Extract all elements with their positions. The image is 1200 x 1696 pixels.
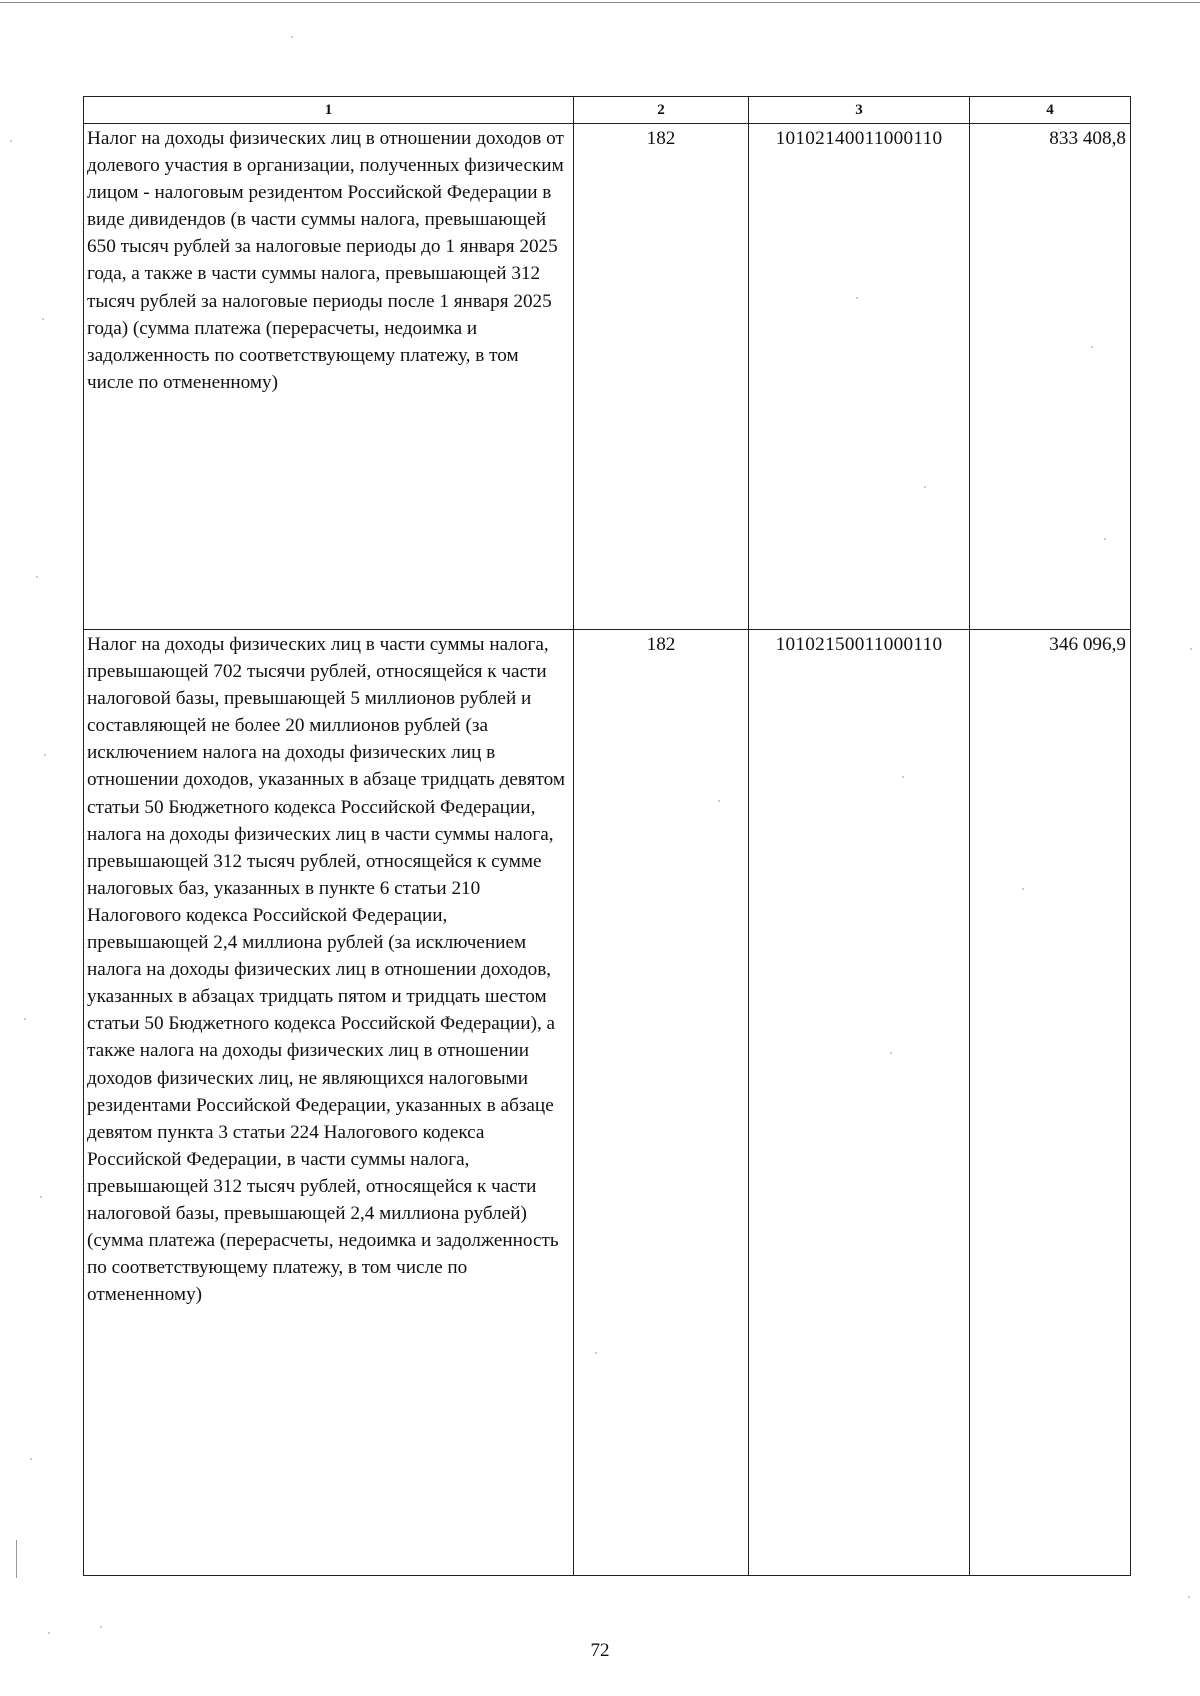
scan-speck bbox=[48, 1632, 50, 1634]
scan-speck bbox=[1190, 648, 1192, 650]
table-row bbox=[84, 630, 1131, 1576]
kbk-code-cell: 10102140011000110 bbox=[749, 124, 970, 630]
revenue-name-cell: Налог на доходы физических лиц в части суммы налога, превышающей 702 тысячи рублей, относящейся к части налоговой базы, превышающей 5 миллионов рублей и составляющей не более 20 миллионов рублей (за исключением налога на доходы физических лиц в отношении доходов, указанных в абзаце тридцать девятом статьи 50 Бюджетного кодекса Российской Федерации, налога на доходы физических лиц в части суммы налога, превышающей 312 тысяч рублей, относящейся к сумме налоговых баз, указанных в пункте 6 статьи 210 Налогового кодекса Российской Федерации, превышающей 2,4 миллиона рублей (за исключением налога на доходы физических лиц в отношении доходов, указанных в абзацах тридцать пятом и тридцать шестом статьи 50 Бюджетного кодекса Российской Федерации), а также налога на доходы физических лиц в отношении доходов физических лиц, не являющихся налоговыми резидентами Российской Федерации, указанных в абзаце девятом пункта 3 статьи 224 Налогового кодекса Российской Федерации, в части суммы налога, превышающей 312 тысяч рублей, относящейся к части налоговой базы, превышающей 2,4 миллиона рублей) (сумма платежа (перерасчеты, недоимка и задолженность по соответствующему платежу, в том числе по отмененному) bbox=[84, 630, 574, 1576]
column-header: 1 bbox=[84, 97, 574, 124]
table-row bbox=[84, 124, 1131, 630]
column-header: 3 bbox=[749, 97, 970, 124]
column-header: 4 bbox=[970, 97, 1131, 124]
scan-top-rule bbox=[0, 2, 1200, 3]
column-header: 2 bbox=[574, 97, 749, 124]
scan-speck bbox=[30, 1458, 32, 1460]
revenue-name-cell: Налог на доходы физических лиц в отношении доходов от долевого участия в организации, полученных физическим лицом - налоговым резидентом Российской Федерации в виде дивидендов (в части суммы налога, превышающей 650 тысяч рублей за налоговые периоды до 1 января 2025 года, а также в части суммы налога, превышающей 312 тысяч рублей за налоговые периоды после 1 января 2025 года) (сумма платежа (перерасчеты, недоимка и задолженность по соответствующему платежу, в том числе по отмененному) bbox=[84, 124, 574, 630]
scan-speck bbox=[36, 576, 38, 578]
page-number: 72 bbox=[590, 1640, 610, 1661]
scan-speck bbox=[24, 1018, 26, 1020]
scan-speck bbox=[42, 318, 44, 320]
amount-cell: 346 096,9 bbox=[970, 630, 1131, 1576]
scan-margin-mark bbox=[16, 1540, 17, 1578]
revenue-table bbox=[83, 96, 1131, 1576]
admin-code-cell: 182 bbox=[574, 630, 749, 1576]
scan-speck bbox=[100, 1626, 102, 1628]
amount-cell: 833 408,8 bbox=[970, 124, 1131, 630]
table-header-row bbox=[84, 97, 1131, 124]
scan-speck bbox=[44, 754, 46, 756]
scan-speck bbox=[10, 140, 12, 142]
scan-speck bbox=[291, 36, 293, 38]
scan-speck bbox=[1188, 1596, 1190, 1598]
admin-code-cell: 182 bbox=[574, 124, 749, 630]
kbk-code-cell: 10102150011000110 bbox=[749, 630, 970, 1576]
scan-speck bbox=[40, 1196, 42, 1198]
